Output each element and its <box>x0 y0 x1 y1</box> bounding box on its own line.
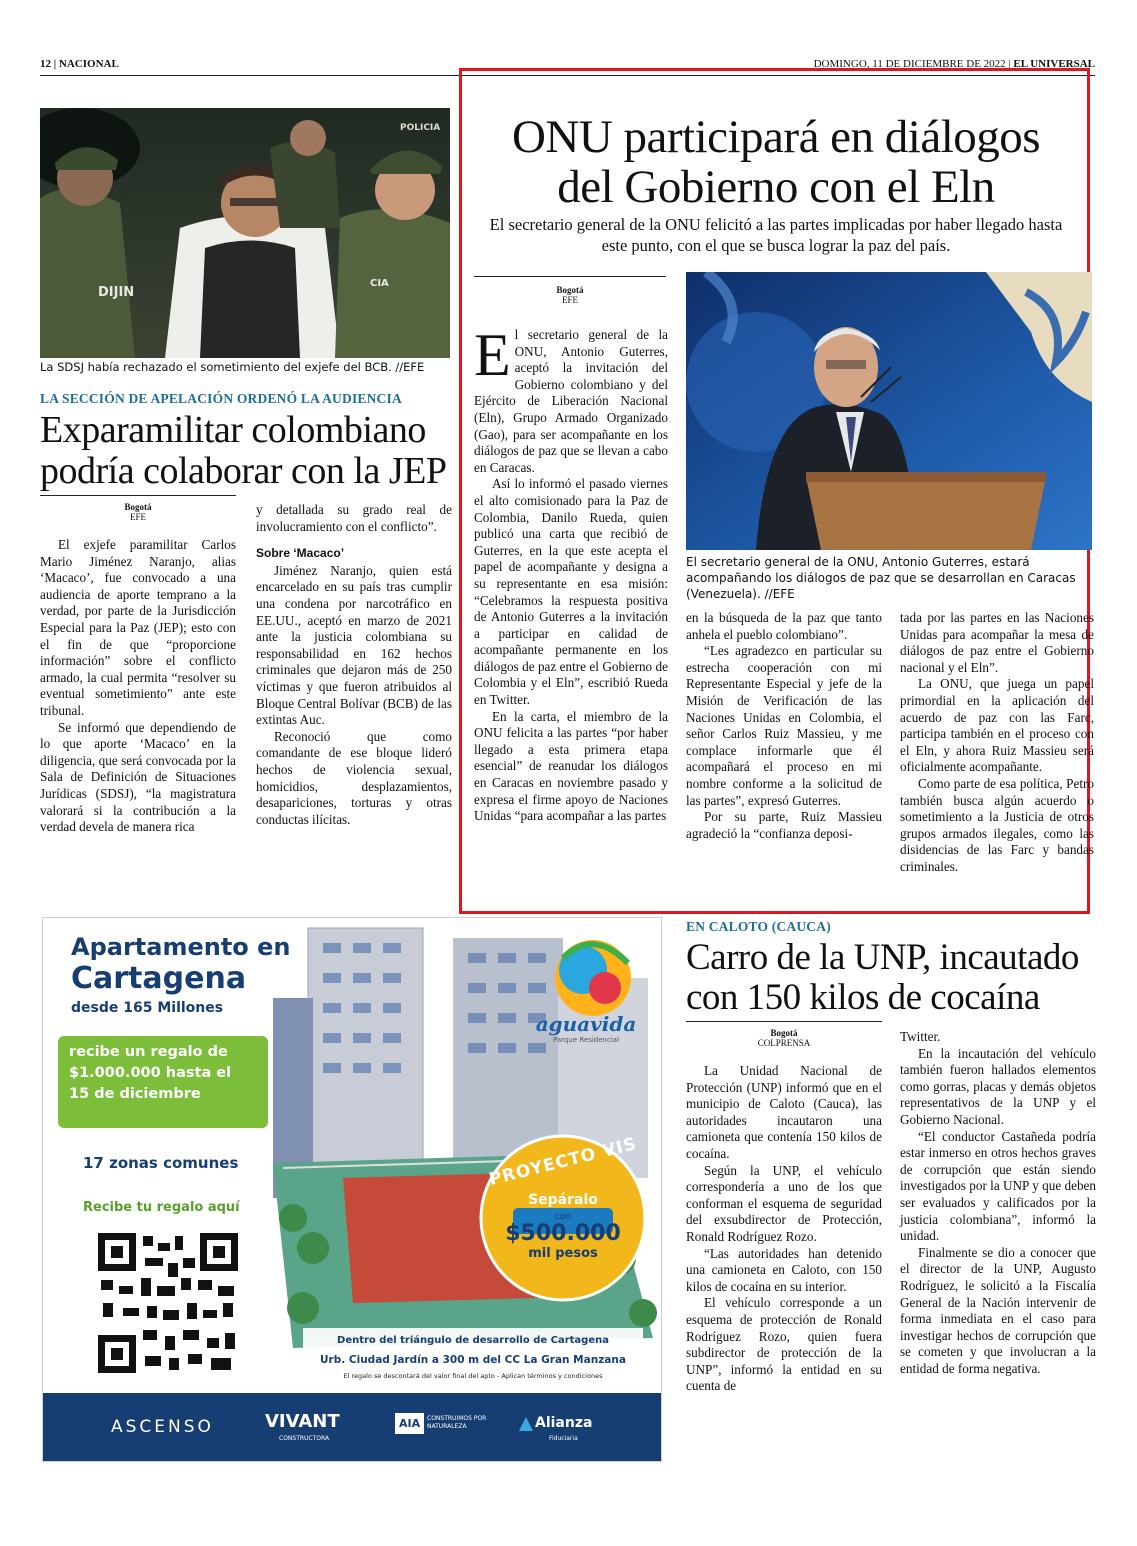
guterres-speaking-image <box>686 272 1092 550</box>
byline-agency: EFE <box>129 512 146 522</box>
paragraph: “El conductor Castañeda podría estar inmerso en otros hechos graves de corrupción que están siendo investigados por la UNP y que deben ser evaluados y calificados por la justicia colombiana”, informó la unidad. <box>900 1128 1096 1244</box>
drop-cap: E <box>474 322 511 388</box>
headline-line-1: ONU participará en diálogos <box>511 111 1041 163</box>
paragraph: Reconoció que como comandante de ese bloque lideró hechos de violencia sexual, homicidios, desplazamientos, desapariciones, torturas y otras conductas ilícitas. <box>256 728 452 827</box>
paragraph: En la incautación del vehículo también fueron hallados elementos como gorras, placas y demás objetos representativos de la UNP y el Gobierno Nacional. <box>900 1045 1096 1127</box>
paragraph: Jiménez Naranjo, quien está encarcelado en su país tras cumplir una condena por narcotráfico en EE.UU., aceptó en marzo de 2021 ante la justicia colombiana su responsabilidad en 162 hechos criminales que dejaron más de 250 víctimas y que fueron atribuidos al Bloque Central Bolívar (BCB) de las extintas Auc. <box>256 562 452 728</box>
ad-location-line-1: Dentro del triángulo de desarrollo de Cartagena <box>337 1335 609 1346</box>
paragraph: En la carta, el miembro de la ONU felicita a las partes “por haber llegado a esta primera etapa esencial” de reanudar los diálogos en Caracas en noviembre pasado y expresa el firme apoyo de Naciones Unidas “para acompañar a las partes <box>474 708 668 824</box>
left-story-photo <box>40 108 450 358</box>
paper-name: EL UNIVERSAL <box>1013 58 1095 70</box>
right-story-kicker: EN CALOTO (CAUCA) <box>686 919 831 934</box>
ad-gift-line-3: 15 de diciembre <box>69 1086 201 1102</box>
left-story-byline <box>40 502 236 522</box>
left-story-column-1 <box>40 537 236 836</box>
ad-gift-line-1: recibe un regalo de <box>69 1044 228 1060</box>
paragraph: Así lo informó el pasado viernes el alto comisionado para la Paz de Colombia, Danilo Rueda, quien publicó una carta que recibió de Guterres, en la que este acepta el papel de acompañante y designa a su representante en esa misión: “Celebramos la respuesta positiva de Antonio Guterres a la invitación a participar en calidad de acompañante permanente en los diálogos de paz entre el Gobierno de Colombia y el Eln”, escribió Rueda en Twitter. <box>474 476 668 708</box>
left-byline-rule <box>40 495 236 496</box>
left-story-headline: Exparamilitar colombiano podría colaborar con la JEP <box>40 409 447 492</box>
ad-gift-cta: Recibe tu regalo aquí <box>83 1200 240 1215</box>
paragraph: tada por las partes en las Naciones Unidas para acompañar la mesa de diálogos de paz entre el Gobierno nacional y el Eln”. <box>900 610 1094 675</box>
ad-location <box>305 1332 641 1382</box>
ad-fineprint: El regalo se descontará del valor final del apto - Aplican términos y condiciones <box>343 1372 603 1380</box>
main-story-byline <box>474 285 666 305</box>
left-story-kicker: LA SECCIÓN DE APELACIÓN ORDENÓ LA AUDIENCIA <box>40 391 402 406</box>
date-text: DOMINGO, 11 DE DICIEMBRE DE 2022 | <box>813 58 1011 70</box>
ad-sponsor-bar <box>43 1393 661 1461</box>
ad-title-line-1: Apartamento en <box>71 933 291 961</box>
photo-label-policia: POLICIA <box>400 123 441 133</box>
subhead: Sobre ‘Macaco’ <box>256 546 345 561</box>
ad-title-line-2: Cartagena <box>71 961 247 996</box>
alianza-mark-icon <box>519 1417 533 1431</box>
paragraph: Como parte de esa política, Petro también busca algún acuerdo o sometimiento a la Justicia de otros grupos armados ilegales, como las disidencias de las Farc y bandas criminales. <box>900 775 1094 874</box>
ad-title <box>71 932 311 1020</box>
byline-city: Bogotá <box>556 285 584 295</box>
qr-code-icon[interactable] <box>98 1233 238 1373</box>
paragraph: El exjefe paramilitar Carlos Mario Jiménez Naranjo, alias ‘Macaco’, fue convocado a una audiencia de aporte temprano a la verdad, por parte de la Jurisdicción Especial para la Paz (JEP); esto con el fin de que “proporcione información” sobre el conflicto armado, la cual permita “resolver su eventual sometimiento” ante este tribunal. <box>40 537 236 718</box>
logo-aia: AIA <box>395 1413 424 1434</box>
main-byline-rule <box>474 276 666 277</box>
paragraph: Se informó que dependiendo de lo que aporte ‘Macaco’ en la diligencia, que será convocada por la Sala de Definición de Situaciones Jurídicas (SDSJ), “la magistratura valorará si la contribución a la verdad devela de manera rica <box>40 719 236 835</box>
badge-top-text: PROYECTO VIS <box>487 1133 639 1191</box>
photo-label-cia: CIA <box>370 278 389 289</box>
paragraph: “Les agradezco en particular su estrecha cooperación con mi Representante Especial y jefe de la Misión de Verificación de las Naciones Unidas en Colombia, el señor Carlos Ruiz Massieu, y me complace informarle que él acompañará el proceso en mi nombre conforme a la solicitud de las partes”, expresó Guterres. <box>686 643 882 808</box>
main-story-headline <box>470 112 1082 212</box>
lead-text: l secretario general de la ONU, Antonio Guterres, aceptó la invitación del Gobierno colombiano y del Ejército de Liberación Nacional (Eln), Grupo Armado Organizado (Gao), para ser acompañante en los diálogos de paz que se llevan a cabo en Caracas. <box>474 327 668 475</box>
logo-ascenso: ASCENSO <box>111 1417 214 1437</box>
main-story-deck: El secretario general de la ONU felicitó a las partes implicadas por haber llegado hasta este punto, con el que se busca lograr la paz del país. <box>489 215 1063 255</box>
real-estate-advertisement[interactable] <box>42 917 662 1462</box>
ad-location-line-2: Urb. Ciudad Jardín a 300 m del CC La Gran Manzana <box>320 1354 626 1366</box>
paragraph-lead <box>474 322 668 476</box>
ad-price-from: desde 165 Millones <box>71 1000 224 1016</box>
paragraph: Según la UNP, el vehículo correspondería a uno de los que conforman el esquema de seguridad del exsubdirector de Protección, Ronald Rodríguez Rozo. <box>686 1162 882 1244</box>
ad-badge <box>483 1133 643 1261</box>
right-story-column-2 <box>900 1029 1096 1377</box>
main-story-column-1 <box>474 322 668 825</box>
logo-vivant-sub: CONSTRUCTORA <box>279 1435 330 1442</box>
photo-label-dijin: DIJIN <box>98 285 135 300</box>
byline-agency: COLPRENSA <box>757 1038 811 1048</box>
main-story-photo <box>686 272 1092 550</box>
right-story-column-1 <box>686 1063 882 1395</box>
byline-agency: EFE <box>561 295 578 305</box>
paragraph: Finalmente se dio a conocer que el director de la UNP, Augusto Rodríguez, le solicitó a la Fiscalía General de la Nación intervenir de forma inmediata en el caso para investigar hechos de corrupción que se cometen y que involucran a la entidad de forma negativa. <box>900 1244 1096 1376</box>
main-story-photo-caption: El secretario general de la ONU, Antonio Guterres, estará acompañando los diálogos de paz que se desarrollan en Caracas (Venezuela). //EFE <box>686 555 1076 601</box>
headline-line-2: del Gobierno con el Eln <box>557 161 995 213</box>
police-escort-image <box>40 108 450 358</box>
badge-amount: $500.000 <box>505 1221 621 1246</box>
paragraph: y detallada su grado real de involucramiento con el conflicto”. <box>256 502 452 534</box>
badge-button: Sepáralo <box>528 1192 598 1208</box>
paragraph: El vehículo corresponde a un esquema de protección de Ronald Rodríguez Rozo, quien fuera subdirector de protección de la UNP”, informó la entidad en su cuenta de <box>686 1295 882 1394</box>
right-story-headline: Carro de la UNP, incautado con 150 kilos de cocaína <box>686 937 1079 1018</box>
badge-con: con <box>554 1212 572 1222</box>
ad-brand-sub: Parque Residencial <box>552 1036 620 1044</box>
left-story-column-2 <box>256 502 452 828</box>
paragraph: La ONU, que juega un papel primordial en la aplicación del acuerdo de paz con las Farc, participa también en el proceso con el Eln, y ahora Ruiz Massieu será oficialmente acompañante. <box>900 676 1094 775</box>
logo-alianza-sub: Fiduciaria <box>549 1435 578 1442</box>
paragraph: en la búsqueda de la paz que tanto anhela el pueblo colombiano”. <box>686 610 882 642</box>
paragraph: “Las autoridades han detenido una camioneta en Caloto, con 150 kilos de cocaína en su interior. <box>686 1245 882 1294</box>
main-story-column-2 <box>686 610 882 842</box>
left-story-caption: La SDSJ había rechazado el sometimiento del exjefe del BCB. //EFE <box>40 360 425 374</box>
right-story-byline <box>686 1028 882 1048</box>
ad-zones: 17 zonas comunes <box>83 1154 239 1172</box>
badge-unit: mil pesos <box>528 1246 598 1261</box>
logo-alianza: Alianza <box>535 1415 593 1431</box>
ad-gift-box <box>69 1042 269 1105</box>
paragraph: Por su parte, Ruiz Massieu agradeció la “confianza deposi- <box>686 809 882 841</box>
byline-city: Bogotá <box>124 502 152 512</box>
ad-gift-line-2: $1.000.000 hasta el <box>69 1065 232 1081</box>
page-section: 12 | NACIONAL <box>40 58 119 70</box>
ad-brand-name: aguavida <box>535 1012 637 1036</box>
byline-city: Bogotá <box>770 1028 798 1038</box>
ad-brand-logo <box>521 1012 651 1044</box>
logo-aia-tagline: CONSTRUIMOS POR NATURALEZA <box>427 1415 487 1430</box>
paragraph: Twitter. <box>900 1029 941 1044</box>
main-story-column-3 <box>900 610 1094 876</box>
paragraph: La Unidad Nacional de Protección (UNP) informó que en el municipio de Caloto (Cauca), las autoridades incautaron una camioneta que contenía 150 kilos de cocaína. <box>686 1063 882 1161</box>
logo-vivant: VIVANT <box>265 1411 340 1432</box>
right-byline-rule <box>686 1021 882 1022</box>
